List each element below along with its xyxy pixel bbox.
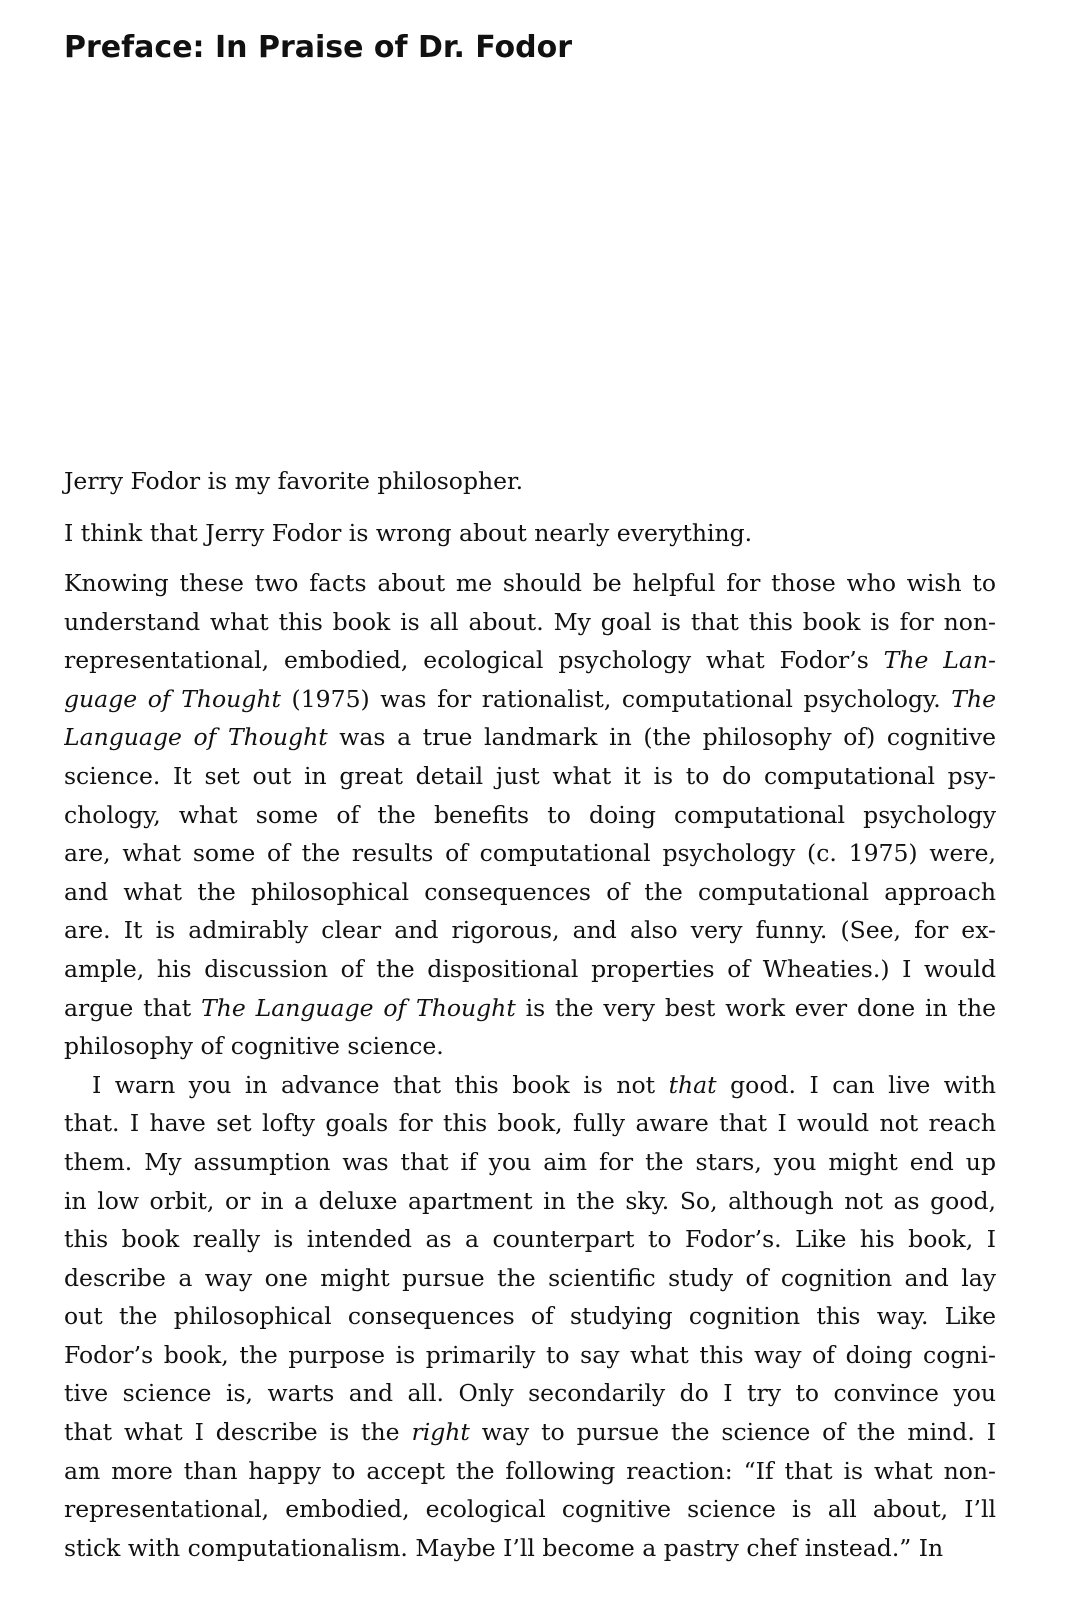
text-run: this book really is intended as a counterpart to Fodor’s. Like his book, I (64, 1225, 996, 1254)
text-run: and what the philosophical consequences of the computational approach (64, 877, 996, 906)
text-run: is the very best work ever done in the (515, 993, 996, 1022)
italic-text: The Language of Thought (201, 993, 516, 1022)
text-line (64, 1066, 996, 1105)
text-line (64, 1027, 996, 1066)
text-line (64, 603, 996, 642)
text-line (64, 1297, 996, 1336)
text-run: argue that (64, 993, 202, 1022)
text-line (64, 1452, 996, 1491)
paragraph-2: I think that Jerry Fodor is wrong about nearly everything. (64, 519, 753, 547)
text-run: out the philosophical consequences of studying cognition this way. Like (64, 1302, 996, 1331)
text-line (64, 1336, 996, 1375)
text-line (64, 1104, 996, 1143)
text-run: representational, embodied, ecological psychology what Fodor’s (64, 646, 884, 675)
text-run: understand what this book is all about. My goal is that this book is for non- (64, 607, 996, 636)
text-line (64, 1374, 996, 1413)
text-line (64, 718, 996, 757)
text-line (64, 950, 996, 989)
text-run: representational, embodied, ecological cognitive science is all about, I’ll (64, 1495, 996, 1524)
italic-text: guage of Thought (64, 684, 281, 713)
text-run: good. I can live with (716, 1070, 996, 1099)
text-run: science. It set out in great detail just what it is to do computational psy- (64, 761, 996, 790)
text-run: Fodor’s book, the purpose is primarily to say what this way of doing cogni- (64, 1340, 996, 1369)
text-run: chology, what some of the benefits to doing computational psychology (64, 800, 996, 829)
text-line (64, 1259, 996, 1298)
text-line (64, 834, 996, 873)
text-run: describe a way one might pursue the scientific study of cognition and lay (64, 1263, 996, 1292)
italic-text: Language of Thought (64, 723, 328, 752)
italic-text: The Lan- (883, 646, 996, 675)
text-run: tive science is, warts and all. Only secondarily do I try to convince you (64, 1379, 996, 1408)
italic-text: that (668, 1070, 717, 1099)
text-line (64, 1220, 996, 1259)
text-line (64, 911, 996, 950)
text-line (64, 1413, 996, 1452)
text-run: philosophy of cognitive science. (64, 1032, 444, 1061)
text-line (64, 1529, 996, 1568)
text-run: I warn you in advance that this book is not (92, 1070, 669, 1099)
text-run: am more than happy to accept the following reaction: “If that is what non- (64, 1456, 996, 1485)
text-run: Knowing these two facts about me should be helpful for those who wish to (64, 569, 996, 597)
text-run: that. I have set lofty goals for this book, fully aware that I would not reach (64, 1109, 996, 1138)
text-run: (1975) was for rationalist, computational psychology. (280, 684, 952, 713)
text-run: them. My assumption was that if you aim for the stars, you might end up (64, 1147, 996, 1176)
text-run: are, what some of the results of computational psychology (c. 1975) were, (64, 839, 996, 868)
italic-text: right (411, 1418, 470, 1447)
text-run: way to pursue the science of the mind. I (469, 1418, 996, 1447)
text-line (64, 1490, 996, 1529)
paragraph-4 (64, 1066, 996, 1568)
text-line (64, 757, 996, 796)
text-line (64, 641, 996, 680)
text-run: stick with computationalism. Maybe I’ll become a pastry chef instead.” In (64, 1533, 944, 1562)
text-line (64, 564, 996, 603)
text-line (64, 1182, 996, 1221)
text-line (64, 873, 996, 912)
text-line (64, 1143, 996, 1182)
text-run: that what I describe is the (64, 1418, 412, 1447)
paragraph-3 (64, 564, 996, 1066)
text-run: was a true landmark in (the philosophy of) cognitive (327, 723, 996, 752)
italic-text: The (951, 684, 996, 713)
text-line (64, 680, 996, 719)
paragraph-1: Jerry Fodor is my favorite philosopher. (64, 467, 524, 495)
text-line (64, 989, 996, 1028)
body-text-block (64, 564, 996, 1567)
text-run: ample, his discussion of the dispositional properties of Wheaties.) I would (64, 954, 996, 983)
page-title: Preface: In Praise of Dr. Fodor (64, 30, 573, 65)
text-line (64, 796, 996, 835)
text-run: are. It is admirably clear and rigorous, and also very funny. (See, for ex- (64, 916, 996, 945)
text-run: in low orbit, or in a deluxe apartment in the sky. So, although not as good, (64, 1186, 996, 1215)
